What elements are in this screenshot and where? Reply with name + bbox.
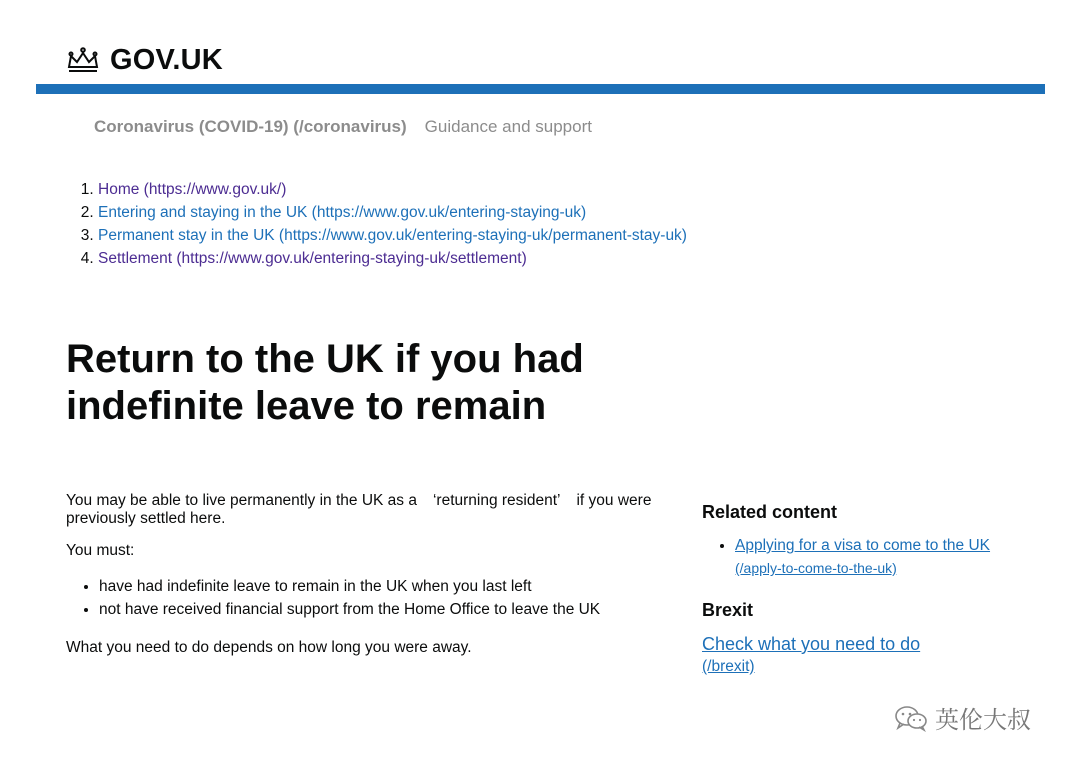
header-blue-bar	[36, 84, 1045, 94]
breadcrumb	[66, 178, 687, 270]
intro-paragraph	[66, 492, 666, 528]
wechat-icon	[893, 704, 929, 732]
brexit-heading: Brexit	[702, 600, 754, 620]
breadcrumb-link-permanent-stay[interactable]: Permanent stay in the UK (https://www.gov.uk/entering-staying-uk/permanent-stay-uk)	[98, 227, 687, 244]
phase-banner-link[interactable]: Coronavirus (COVID-19) (/coronavirus)	[94, 117, 407, 136]
page-title: Return to the UK if you had indefinite leave to remain	[66, 337, 584, 428]
govuk-logo-text[interactable]: GOV.UK	[110, 43, 223, 76]
requirements-list	[66, 575, 666, 621]
wechat-watermark	[893, 700, 1031, 735]
breadcrumb-link-settlement[interactable]: Settlement (https://www.gov.uk/entering-staying-uk/settlement)	[98, 250, 527, 267]
related-content-heading: Related content	[702, 502, 838, 522]
crown-icon	[66, 47, 100, 73]
intro-text-before: You may be able to live permanently in the UK as a	[66, 492, 417, 509]
related-link-apply-visa[interactable]	[735, 537, 990, 577]
brexit-link-url: (/brexit)	[702, 658, 755, 675]
brexit-link-block	[702, 634, 1022, 677]
must-paragraph: You must:	[66, 542, 135, 559]
list-item	[735, 534, 1022, 580]
outro-paragraph: What you need to do depends on how long you were away.	[66, 639, 472, 656]
list-item: • not have received financial support from the Home Office to leave the UK	[99, 598, 666, 621]
watermark-text: 英伦大叔	[935, 707, 1031, 734]
brexit-link[interactable]	[702, 634, 920, 675]
phase-banner-text: Guidance and support	[424, 117, 592, 136]
main-content	[66, 492, 666, 672]
brexit-link-text: Check what you need to do	[702, 634, 921, 654]
breadcrumb-item-settlement	[98, 247, 687, 270]
breadcrumb-item-home	[98, 178, 687, 201]
breadcrumb-link-home[interactable]: Home (https://www.gov.uk/)	[98, 181, 287, 198]
site-header	[66, 40, 223, 80]
related-link-url: (/apply-to-come-to-the-uk)	[735, 560, 897, 576]
intro-quote: ‘returning resident’	[432, 492, 561, 509]
intro-text-after: if you were previously settled here.	[66, 492, 652, 527]
breadcrumb-link-entering-staying[interactable]: Entering and staying in the UK (https://www.gov.uk/entering-staying-uk)	[98, 204, 587, 221]
phase-banner	[94, 117, 592, 137]
list-item: • have had indefinite leave to remain in the UK when you last left	[99, 575, 666, 598]
related-links-list	[702, 534, 1022, 580]
related-link-text: Applying for a visa to come to the UK	[735, 537, 991, 554]
related-content-sidebar	[702, 500, 1022, 677]
breadcrumb-item-entering-staying	[98, 201, 687, 224]
breadcrumb-item-permanent-stay	[98, 224, 687, 247]
